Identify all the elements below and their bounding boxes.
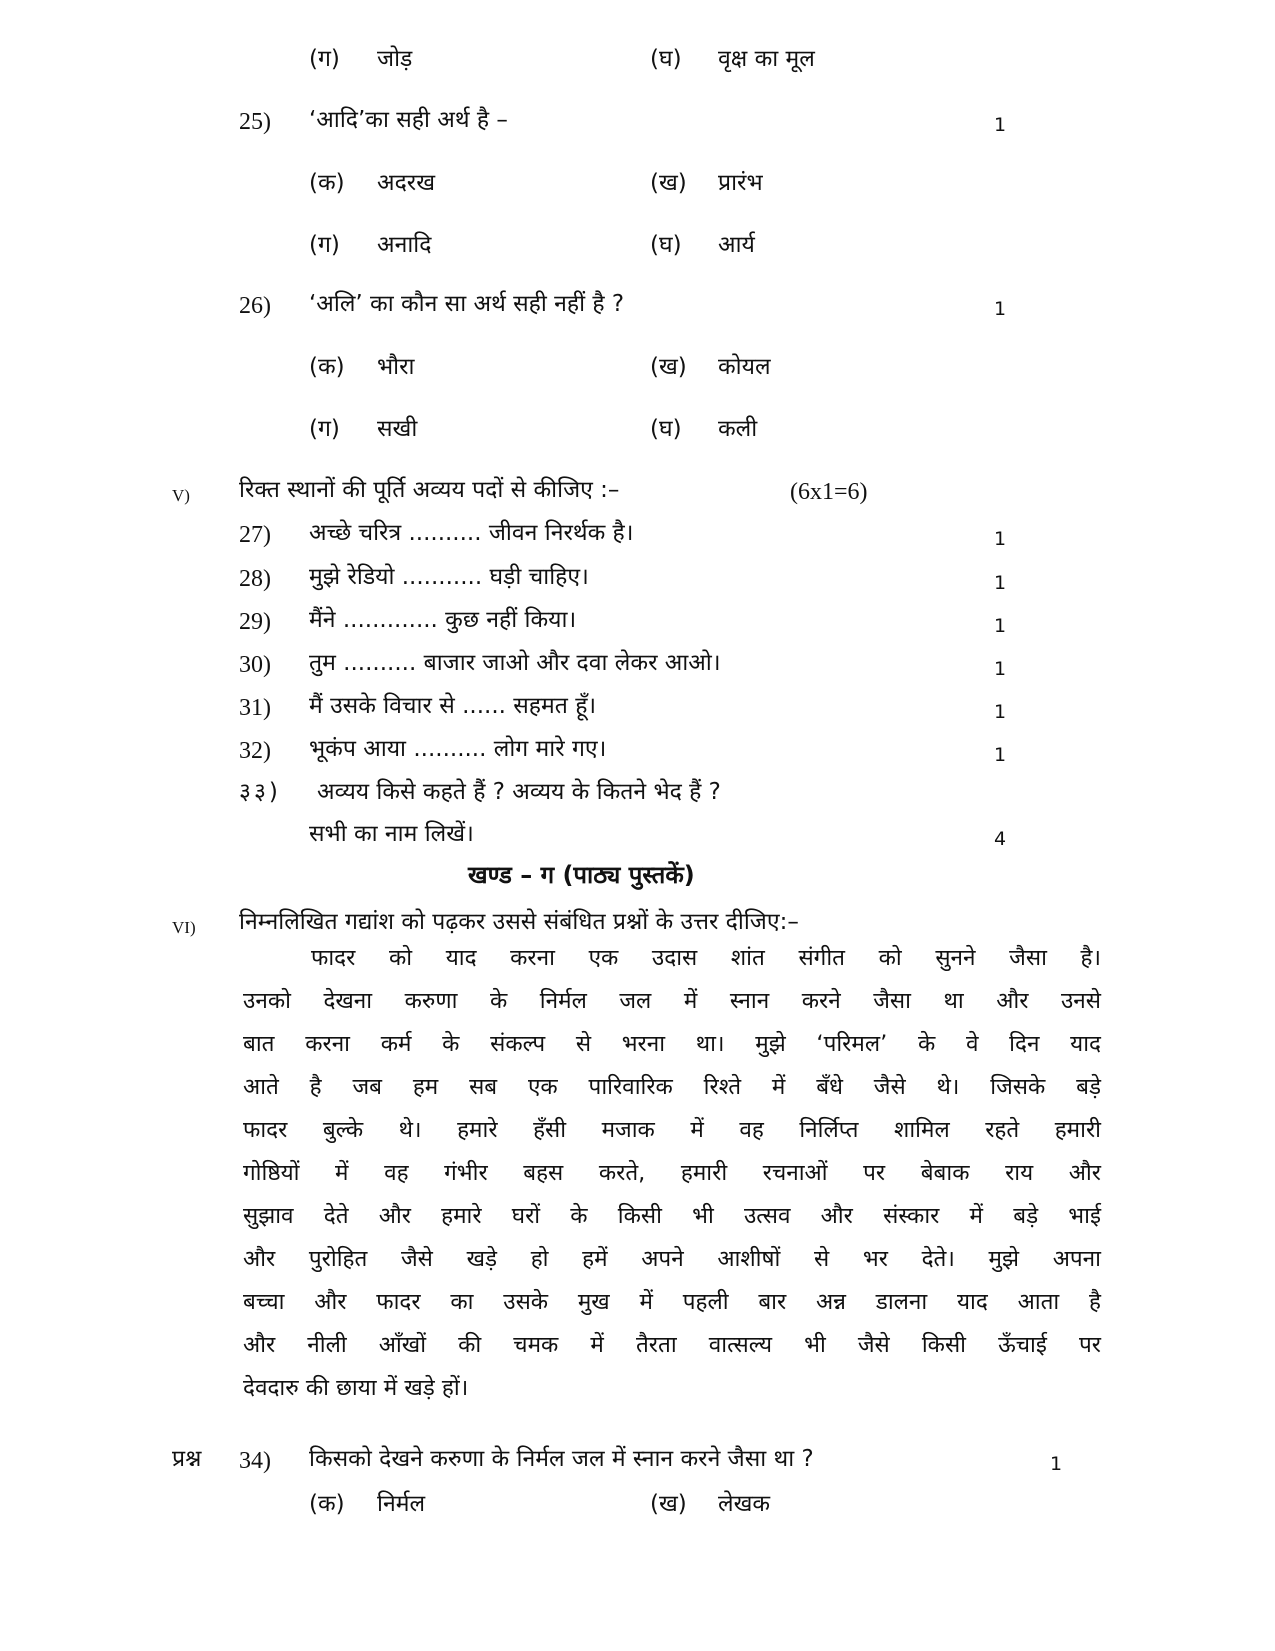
question-number: 26)	[239, 293, 271, 319]
question-marks: 1	[994, 658, 1007, 680]
question-number: 29)	[239, 609, 271, 635]
section-label: V)	[172, 486, 190, 505]
question-number: 27)	[239, 522, 271, 548]
option-text: कोयल	[718, 354, 771, 380]
option-label: (ग)	[309, 46, 340, 72]
question-marks: 1	[994, 114, 1007, 136]
option-text: निर्मल	[377, 1491, 426, 1517]
question-number: 34)	[239, 1448, 271, 1474]
question-text: किसको देखने करुणा के निर्मल जल में स्नान करने जैसा था ?	[309, 1446, 814, 1472]
option-text: वृक्ष का मूल	[718, 46, 815, 72]
question-number: 25)	[239, 109, 271, 135]
option-label: (ख)	[650, 1491, 687, 1517]
question-text: अच्छे चरित्र .......... जीवन निरर्थक है।	[309, 520, 634, 546]
passage-line: फादर बुल्के थे। हमारे हँसी मजाक में वह निर्लिप्त शामिल रहते हमारी	[243, 1117, 1101, 1143]
section-label: VI)	[172, 918, 196, 937]
question-text: मैंने ............. कुछ नहीं किया।	[309, 607, 577, 633]
option-label: (ग)	[309, 416, 340, 442]
question-marks: 1	[994, 298, 1007, 320]
option-label: (क)	[309, 170, 345, 196]
passage-line: और पुरोहित जैसे खड़े हो हमें अपने आशीषों से भर देते। मुझे अपना	[243, 1246, 1101, 1272]
passage-line: बात करना कर्म के संकल्प से भरना था। मुझे ‘परिमल’ के वे दिन याद	[243, 1031, 1101, 1057]
option-text: आर्य	[718, 232, 755, 258]
option-label: (ख)	[650, 354, 687, 380]
question-text: मुझे रेडियो ........... घड़ी चाहिए।	[309, 564, 589, 590]
question-text: ‘आदि’का सही अर्थ है –	[309, 107, 508, 133]
section-score: (6x1=6)	[790, 479, 868, 505]
option-text: अदरख	[377, 170, 436, 196]
option-text: कली	[718, 416, 758, 442]
option-text: प्रारंभ	[718, 170, 763, 196]
passage-line: उनको देखना करुणा के निर्मल जल में स्नान करने जैसा था और उनसे	[243, 988, 1101, 1014]
section-instruction: निम्नलिखित गद्यांश को पढ़कर उससे संबंधित प्रश्नों के उत्तर दीजिए:–	[239, 909, 799, 935]
option-label: (घ)	[650, 416, 682, 442]
question-text: ‘अलि’ का कौन सा अर्थ सही नहीं है ?	[309, 291, 625, 317]
question-marks: 1	[994, 744, 1007, 766]
question-prefix: प्रश्न	[172, 1446, 202, 1472]
option-label: (ग)	[309, 232, 340, 258]
question-number: 31)	[239, 695, 271, 721]
passage-line: सुझाव देते और हमारे घरों के किसी भी उत्सव और संस्कार में बड़े भाई	[243, 1203, 1101, 1229]
option-text: भौरा	[377, 354, 415, 380]
option-label: (क)	[309, 1491, 345, 1517]
option-text: जोड़	[377, 46, 413, 72]
question-text: मैं उसके विचार से ...... सहमत हूँ।	[309, 693, 597, 719]
question-marks: 1	[994, 528, 1007, 550]
passage-line: देवदारु की छाया में खड़े हों।	[243, 1375, 469, 1401]
question-number: 32)	[239, 738, 271, 764]
passage-line: और नीली आँखों की चमक में तैरता वात्सल्य भी जैसे किसी ऊँचाई पर	[243, 1332, 1101, 1358]
question-number: 30)	[239, 652, 271, 678]
passage-line: आते है जब हम सब एक पारिवारिक रिश्ते में बँधे जैसे थे। जिसके बड़े	[243, 1074, 1101, 1100]
passage-line: फादर को याद करना एक उदास शांत संगीत को सुनने जैसा है।	[311, 945, 1101, 971]
passage-line: बच्चा और फादर का उसके मुख में पहली बार अन्न डालना याद आता है	[243, 1289, 1101, 1315]
question-text: भूकंप आया .......... लोग मारे गए।	[309, 736, 607, 762]
option-label: (घ)	[650, 232, 682, 258]
question-marks: 1	[1050, 1453, 1063, 1475]
option-text: अनादि	[377, 232, 432, 258]
option-label: (ख)	[650, 170, 687, 196]
section-instruction: रिक्त स्थानों की पूर्ति अव्यय पदों से कीजिए :–	[239, 477, 620, 503]
question-text: तुम .......... बाजार जाओ और दवा लेकर आओ।	[309, 650, 721, 676]
question-text-continued: सभी का नाम लिखें।	[309, 821, 474, 847]
passage	[243, 937, 1101, 1410]
option-text: लेखक	[718, 1491, 771, 1517]
section-heading: खण्ड – ग (पाठ्य पुस्तकें)	[468, 861, 695, 889]
question-number: 28)	[239, 566, 271, 592]
passage-line: गोष्ठियों में वह गंभीर बहस करते, हमारी रचनाओं पर बेबाक राय और	[243, 1160, 1101, 1186]
question-number: ३३)	[239, 779, 281, 805]
option-label: (क)	[309, 354, 345, 380]
option-text: सखी	[377, 416, 418, 442]
option-label: (घ)	[650, 46, 682, 72]
question-marks: 1	[994, 615, 1007, 637]
question-marks: 1	[994, 701, 1007, 723]
question-marks: 1	[994, 572, 1007, 594]
question-text: अव्यय किसे कहते हैं ? अव्यय के कितने भेद हैं ?	[317, 779, 721, 805]
question-marks: 4	[994, 828, 1007, 850]
